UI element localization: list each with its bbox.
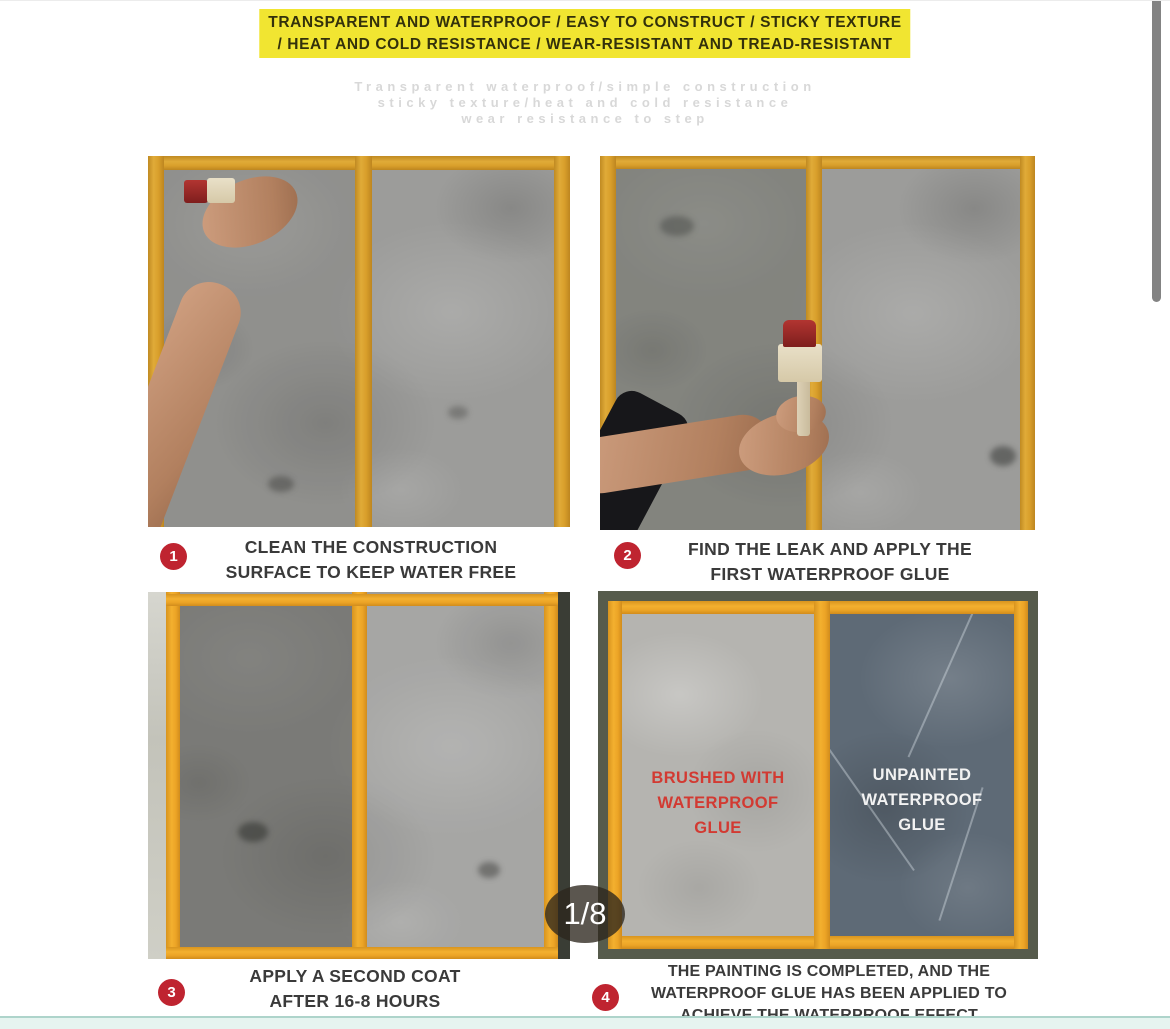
paintbrush-icon (184, 180, 208, 203)
step-number-label: 2 (623, 547, 632, 564)
watermark-line2: sticky texture/heat and cold resistance (377, 95, 793, 110)
bottom-strip (0, 1016, 1170, 1029)
step-photo-4 (598, 591, 1038, 959)
caption-line: SURFACE TO KEEP WATER FREE (225, 561, 517, 582)
caption-line: AFTER 16-8 HOURS (269, 990, 441, 1011)
coated-section (180, 606, 352, 947)
tape-strip (1020, 156, 1035, 530)
paintbrush-handle (797, 378, 810, 436)
watermark-line3: wear resistance to step (461, 111, 709, 126)
caption-line: THE PAINTING IS COMPLETED, AND THE (667, 963, 991, 980)
pagination-label: 1/8 (563, 896, 607, 931)
tape-strip (1014, 601, 1028, 949)
wall-stain (238, 822, 268, 842)
tape-strip (352, 592, 367, 959)
step-number-3 (158, 979, 185, 1006)
wall-stain (990, 446, 1016, 466)
tape-strip (166, 947, 558, 959)
label-line: WATERPROOF (861, 791, 983, 809)
paintbrush-icon (783, 320, 816, 347)
label-line: GLUE (694, 819, 742, 837)
feature-banner (259, 9, 910, 58)
step-number-1 (160, 543, 187, 570)
wall-stain (268, 476, 294, 492)
tape-strip (814, 601, 830, 949)
caption-line: FIND THE LEAK AND APPLY THE (688, 539, 972, 559)
step-photo-1 (148, 156, 570, 527)
label-line: WATERPROOF (657, 794, 779, 812)
feature-banner-line1: TRANSPARENT AND WATERPROOF / EASY TO CONSTRUCT / STICKY TEXTURE (268, 14, 902, 31)
step-number-label: 1 (169, 548, 178, 565)
brushed-label (622, 766, 814, 841)
step-number-label: 4 (601, 989, 610, 1006)
caption-line: FIRST WATERPROOF GLUE (710, 563, 950, 584)
tape-strip (166, 594, 558, 606)
wall-stain (448, 406, 468, 419)
label-line: BRUSHED WITH (651, 769, 785, 787)
caption-line: WATERPROOF GLUE HAS BEEN APPLIED TO (650, 985, 1008, 1002)
scrollbar-thumb[interactable] (1152, 1, 1161, 302)
label-line: GLUE (898, 816, 946, 834)
tape-strip (355, 156, 372, 527)
step-caption-1 (198, 535, 544, 584)
step-photo-2 (600, 156, 1035, 530)
crack-line (908, 614, 975, 757)
pagination-badge (545, 885, 625, 943)
step-caption-2 (650, 537, 1010, 586)
watermark-line1: Transparent waterproof/simple construction (354, 79, 816, 94)
paintbrush-bristles (207, 178, 235, 203)
tape-strip (554, 156, 570, 527)
wall-stain (478, 862, 500, 878)
caption-line: APPLY A SECOND COAT (249, 966, 461, 986)
wall-right-section (367, 606, 544, 947)
label-line: UNPAINTED (872, 766, 972, 784)
wall-stain (660, 216, 694, 236)
step-number-label: 3 (167, 984, 176, 1001)
feature-banner-line2: / HEAT AND COLD RESISTANCE / WEAR-RESISTANT AND TREAD-RESISTANT (277, 35, 893, 53)
step-number-2 (614, 542, 641, 569)
paintbrush-bristles (778, 344, 822, 382)
caption-line: CLEAN THE CONSTRUCTION (244, 537, 498, 557)
step-photo-3 (148, 592, 570, 959)
tape-strip (166, 592, 180, 959)
watermark (0, 79, 1170, 127)
step-number-4 (592, 984, 619, 1011)
plaster-edge (148, 592, 168, 959)
step-caption-3 (185, 964, 525, 1013)
unpainted-label (830, 763, 1014, 838)
